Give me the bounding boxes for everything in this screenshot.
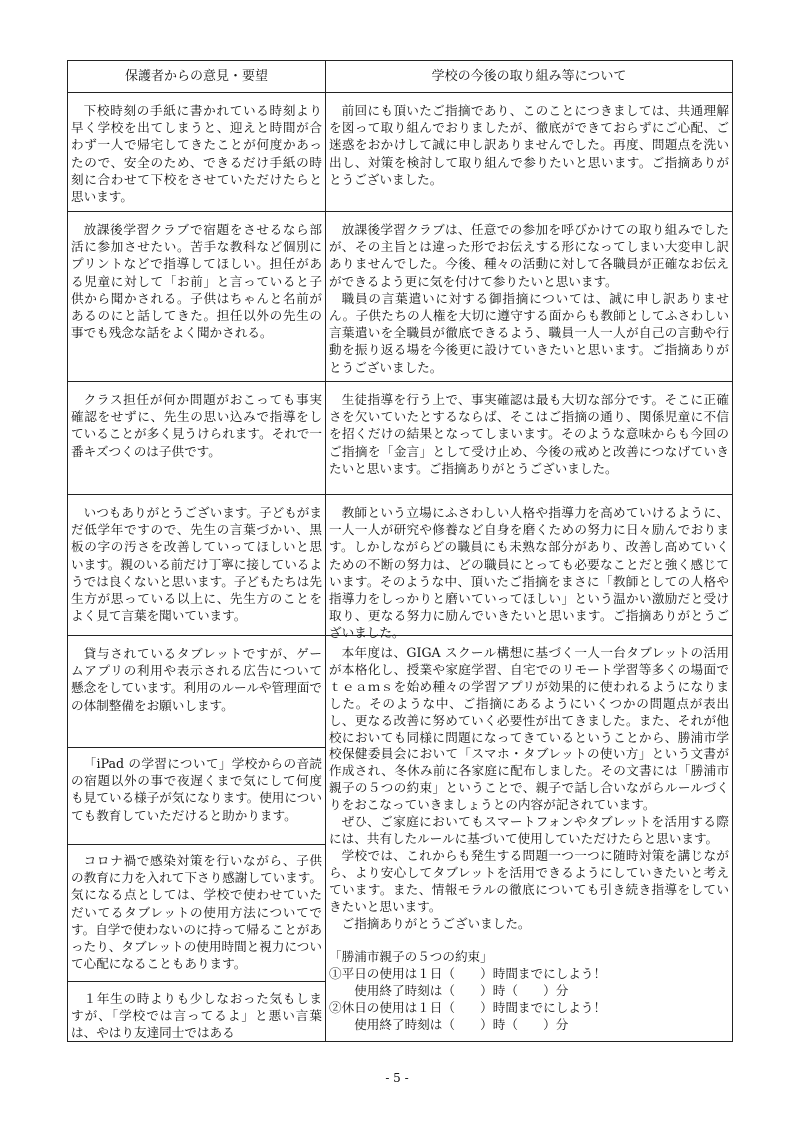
promise-1-time: 使用終了時刻は（ ）時（ ）分 — [354, 983, 569, 999]
header-opinions: 保護者からの意見・要望 — [124, 69, 268, 84]
response-2: 放課後学習クラブは、任意での参加を呼びかけての取り組みでしたが、その主旨とは違った形でお伝えする形になってしまい大変申し訳ありませんでした。今後、種々の活動に対して各職員が正確なお伝えができるよう更に気を付けて参りたいと思います。 職員の言葉遣いに対する御指摘については、誠に申し訳ありません。子供たちの人権を大切に遵守する面からも教師としてふさわしい言葉遣いを全職員が徹底できるよう、職員一人一人が自己の言動や行動を振り返る場を今後更に設けていきたいと思います。ご指摘ありがとうございました。 — [329, 222, 729, 375]
page-number: - 5 - — [385, 1071, 409, 1085]
row-divider — [68, 981, 325, 982]
promise-1: ①平日の使用は１日（ ）時間までにしよう！ — [329, 966, 607, 982]
header-responses: 学校の今後の取り組み等について — [431, 69, 627, 84]
response-5: 本年度は、GIGA スクール構想に基づく一人一台タブレットの活用が本格化し、授業や家庭学習、自宅でのリモート学習等多くの場面でｔｅａｍｓを始め種々の学習アプリが効果的に使われるようになりました。そのような中、ご指摘にあるようにいくつかの問題点が表出し、更なる改善に努めていく必要性が出てきました。また、それが他校においても同様に問題になってきているということから、勝浦市学校保健委員会において「スマホ・タブレットの使い方」という文書が作成され、冬休み前に各家庭に配布しました。その文書には「勝浦市 親子の５つの約束」ということで、親子で話し合いながらルールづくりをおこなっていきましょうとの内容が記されています。 ぜひ、ご家庭においてもスマートフォンやタブレットを活用する際には、共有したルールに基づいて使用していただけたらと思います。 学校では、これからも発生する問題一つ一つに随時対策を講じながら、より安心してタブレットを活用できるようにしていきたいと考えています。また、情報モラルの徹底についても引き続き指導をしていきたいと思います。 ご指摘ありがとうございました。 「勝浦市親子の５つの約束」 ①平日の使用は１日（ ）時間までにしよう！ 使用終了時刻は（ ）時（ ）分 ②休日の使用は１日（ ）時間までにしよう！ 使用終了時刻は（ ）時（ ）分 — [329, 645, 742, 1033]
opinion-3: クラス担任が何か問題がおこっても事実確認をせずに、先生の思い込みで指導をしていることが多く見うけられます。それで一番キズつくのは子供です。 — [71, 392, 322, 459]
response-4: 教師という立場にふさわしい人格や指導力を高めていけるように、一人一人が研究や修養など自身を磨くための努力に日々励んでおります。しかしながらどの職員にも未熟な部分があり、改善し高めていくための不断の努力は、どの職員にとっても必要なことだと強く感じています。そのような中、頂いたご指摘をまさに「教師としての人格や指導力をしっかりと磨いていってほしい」という温かい激励だと受け取り、更なる努力に励んでいきたいと思います。ご指摘ありがとうございました。 — [329, 505, 730, 641]
row-divider — [68, 381, 732, 382]
opinion-4: いつもありがとうございます。子どもがまだ低学年ですので、先生の言葉づかい、黒板の字の汚さを改善していってほしいと思います。親のいる前だけ丁寧に接しているようでは良くないと思います。子どもたちは先生方が思っている以上に、先生方のことをよく見て言葉を聞いています。 — [71, 505, 322, 624]
promise-title: 「勝浦市親子の５つの約束」 — [329, 949, 493, 965]
opinion-7: コロナ禍で感染対策を行いながら、子供の教育に力を入れて下さり感謝しています。気になる点としては、学校で使わせていただいてるタブレットの使用方法についてです。自学で使わないのに持って帰ることがあったり、タブレットの使用時間と視力について心配になることもあります。 — [71, 853, 322, 972]
row-divider — [68, 92, 732, 93]
row-divider — [68, 747, 325, 748]
response-3: 生徒指導を行う上で、事実確認は最も大切な部分です。そこに正確さを欠いていたとするならば、そこはご指摘の通り、関係児童に不信を招くだけの結果となってしまいます。そのような意味からも今回のご指摘を「金言」として受け止め、今後の戒めと改善につなげていきたいと思います。ご指摘ありがとうございました。 — [329, 392, 729, 476]
opinion-8: １年生の時よりも少しなおった気もしますが、「学校では言ってるよ」と悪い言葉は、やはり友達同士ではある — [71, 991, 322, 1041]
opinion-1: 下校時刻の手紙に書かれている時刻より早く学校を出てしまうと、迎えと時間が合わず一人で帰宅してきたことが何度かあったので、安全のため、できるだけ手紙の時刻に合わせて下校をさせていただけたらと思います。 — [71, 103, 322, 205]
opinion-5: 貸与されているタブレットですが、ゲームアプリの利用や表示される広告について懸念をしています。利用のルールや管理面での体制整備をお願いします。 — [71, 646, 322, 713]
promise-2-time: 使用終了時刻は（ ）時（ ）分 — [354, 1017, 569, 1033]
opinion-6: 「iPad の学習について」学校からの音読の宿題以外の事で夜遅くまで気にして何度も見ている様子が気になります。使用についても教育していただけると助かります。 — [71, 756, 322, 823]
row-divider — [68, 844, 325, 845]
promise-2: ②休日の使用は１日（ ）時間までにしよう！ — [329, 1000, 607, 1016]
row-divider — [68, 211, 732, 212]
row-divider — [68, 494, 732, 495]
opinion-2: 放課後学習クラブで宿題をさせるなら部活に参加させたい。苦手な教科など個別にプリントなどで指導してほしい。担任がある児童に対して「お前」と言っていると子供から聞かされる。子供はちゃんと名前があるのにと話してきた。担任以外の先生の事でも残念な話をよく聞かされる。 — [71, 222, 322, 341]
opinion-table — [67, 60, 742, 1042]
response-1: 前回にも頂いたご指摘であり、このことにつきましては、共通理解を図って取り組んでおりましたが、徹底ができておらずにご心配、ご迷惑をおかけして誠に申し訳ありませんでした。再度、問題点を洗い出し、対策を検討して取り組んで参りたいと思います。ご指摘ありがとうございました。 — [329, 103, 729, 187]
